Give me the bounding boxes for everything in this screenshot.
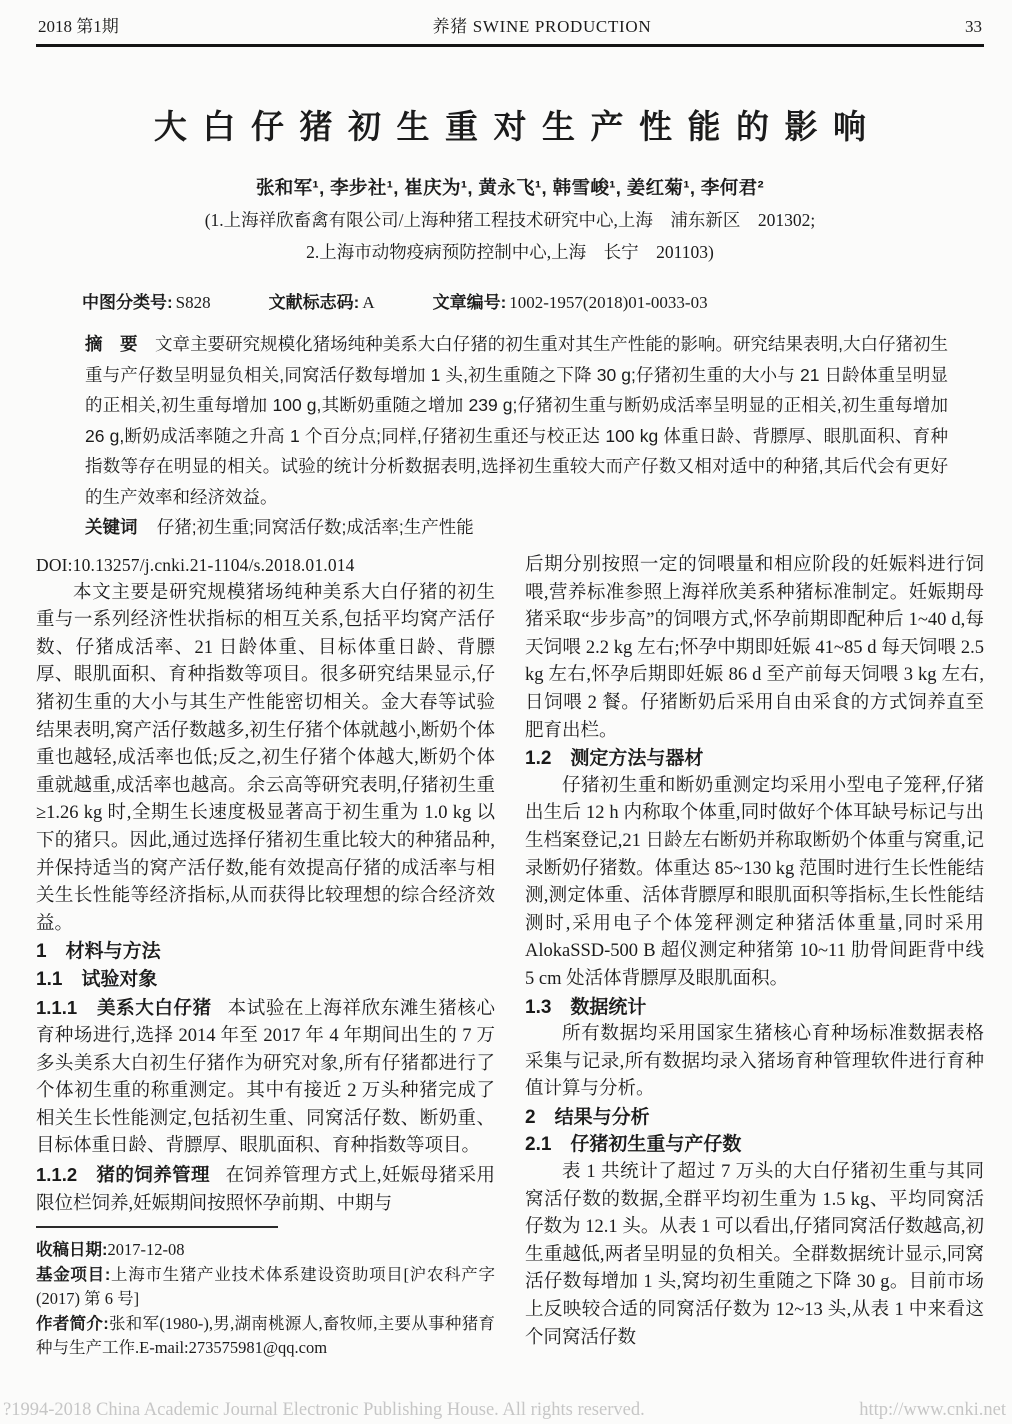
affiliation-line-1: (1.上海祥欣畜禽有限公司/上海种猪工程技术研究中心,上海 浦东新区 201302; bbox=[204, 210, 816, 230]
meta-row bbox=[82, 288, 984, 313]
footnote-divider bbox=[36, 1226, 278, 1228]
doc-code-value: A bbox=[362, 293, 375, 312]
footnote-funding bbox=[36, 1263, 495, 1312]
paragraph-1-2: 仔猪初生重和断奶重测定均采用小型电子笼秤,仔猪出生后 12 h 内称取个体重,同时做好个体耳缺号标记与出生档案登记,21 日龄左右断奶并称取断奶个体重与窝重,记录断奶仔猪数。体重达 85~130 kg 范围时进行生长性能结测,测定体重、活体背膘厚和眼肌面积等指标,生长性能结测时,采用电子个体笼秤测定种猪活体重量,同时采用 AlokaSSD-500 B 超仪测定种猪第 10~11 肋骨间距背中线 5 cm 处活体背膘厚及眼肌面积。 bbox=[525, 775, 984, 989]
paragraph-1-3: 所有数据均采用国家生猪核心育种场标准数据表格采集与记录,所有数据均录入猪场育种管理软件进行育种值计算与分析。 bbox=[525, 1024, 984, 1100]
journal-name: 养猪 SWINE PRODUCTION bbox=[432, 17, 652, 36]
left-column bbox=[36, 552, 495, 1361]
authors-line: 张和军¹, 李步社¹, 崔庆为¹, 黄永飞¹, 韩雪峻¹, 姜红菊¹, 李何君² bbox=[255, 177, 765, 198]
article-title: 大白仔猪初生重对生产性能的影响 bbox=[153, 110, 882, 146]
runin-heading-1-1-2: 1.1.2 猪的饲养管理 bbox=[36, 1164, 210, 1186]
subsection-heading-1-2: 1.2 测定方法与器材 bbox=[525, 748, 704, 770]
cnki-watermark bbox=[3, 1400, 1006, 1421]
article-id-pair bbox=[433, 288, 708, 313]
abstract-paragraph bbox=[85, 329, 948, 512]
section-heading-2: 2 结果与分析 bbox=[525, 1106, 650, 1128]
issue-label: 2018 第1期 bbox=[38, 17, 119, 36]
article-id-value: 1002-1957(2018)01-0033-03 bbox=[509, 293, 708, 312]
clc-pair bbox=[82, 288, 211, 313]
author-bio-label: 作者简介: bbox=[36, 1314, 109, 1333]
section-heading-1: 1 材料与方法 bbox=[36, 941, 161, 963]
paragraph-1-1-2 bbox=[36, 1161, 495, 1218]
doc-code-pair bbox=[269, 288, 375, 313]
author-bio-value: 张和军(1980-),男,湖南桃源人,畜牧师,主要从事种猪育种与生产工作.E-mail:273575981@qq.com bbox=[36, 1313, 495, 1358]
page-number: 33 bbox=[965, 17, 982, 36]
doi-line: DOI:10.13257/j.cnki.21-1104/s.2018.01.014 bbox=[36, 555, 355, 575]
abstract-label: 摘 要 bbox=[85, 334, 138, 354]
header-rule bbox=[36, 44, 984, 47]
running-header bbox=[36, 10, 984, 37]
funding-value: 上海市生猪产业技术体系建设资助项目[沪农科产字(2017) 第 6 号] bbox=[36, 1264, 495, 1309]
clc-value: S828 bbox=[175, 293, 211, 312]
article-id-label: 文章编号: bbox=[432, 293, 507, 312]
footnote-author-bio bbox=[36, 1312, 495, 1361]
abstract-text: 文章主要研究规模化猪场纯种美系大白仔猪的初生重对其生产性能的影响。研究结果表明,大白仔猪初生重与产仔数呈明显负相关,同窝活仔数每增加 1 头,初生重随之下降 30 g;仔猪初生重的大小与 21 日龄体重呈明显的正相关,初生重每增加 100 g,其断奶重随之增加 239 g;仔猪初生重与断奶成活率呈明显的正相关,初生重每增加 26 g,断奶成活率随之升高 1 个百分点;同样,仔猪初生重还与校正达 100 kg 体重日龄、背膘厚、眼肌面积、育种指数等存在明显的相关。试验的统计分析数据表明,选择初生重较大而产仔数又相对适中的种猪,其后代会有更好的生产效率和经济效益。 bbox=[85, 334, 949, 507]
subsection-heading-2-1: 2.1 仔猪初生重与产仔数 bbox=[525, 1134, 742, 1156]
paragraph-2-1: 表 1 共统计了超过 7 万头的大白仔猪初生重与其同窝活仔数的数据,全群平均初生重为 1.5 kg、平均同窝活仔数为 12.1 头。从表 1 可以看出,仔猪同窝活仔数越高,初生重越低,两者呈明显的负相关。全群数据统计显示,同窝活仔数每增加 1 头,窝均初生重随之下降 30 g。目前市场上反映较合适的同窝活仔数为 12~13 头,从表 1 中来看这个同窝活仔数 bbox=[525, 1162, 984, 1348]
doc-code-label: 文献标志码: bbox=[268, 293, 360, 312]
paragraph-1-1-2-text: 在饲养管理方式上,妊娠母猪采用限位栏饲养,妊娠期间按照怀孕前期、中期与 bbox=[36, 1166, 495, 1214]
paragraph-1-1-1-text: 本试验在上海祥欣东滩生猪核心育种场进行,选择 2014 年至 2017 年 4 年期间出生的 7 万多头美系大白初生仔猪作为研究对象,所有仔猪都进行了个体初生重的称重测定。其中有接近 2 万头种猪完成了相关生长性能测定,包括初生重、同窝活仔数、断奶重、目标体重日龄、背膘厚、眼肌面积、育种指数等项目。 bbox=[36, 998, 495, 1157]
received-date-label: 收稿日期: bbox=[36, 1241, 108, 1260]
watermark-copyright-text: ?1994-2018 China Academic Journal Electronic Publishing House. All rights reserved. bbox=[3, 1400, 645, 1420]
affiliation-line-2: 2.上海市动物疫病预防控制中心,上海 长宁 201103) bbox=[306, 242, 714, 262]
keywords-label: 关键词 bbox=[85, 517, 138, 537]
body-columns bbox=[36, 552, 984, 1361]
footnote-received bbox=[36, 1238, 495, 1263]
funding-label: 基金项目: bbox=[36, 1265, 111, 1284]
right-column bbox=[525, 552, 984, 1361]
subsection-heading-1-1: 1.1 试验对象 bbox=[36, 968, 158, 990]
intro-paragraph: 本文主要是研究规模猪场纯种美系大白仔猪的初生重与一系列经济性状指标的相互关系,包括平均窝产活仔数、仔猪成活率、21 日龄体重、目标体重日龄、背膘厚、眼肌面积、育种指数等项目。很多研究结果显示,仔猪初生重的大小与其生产性能密切相关。金大春等试验结果表明,窝产活仔数越多,初生仔猪个体就越小,断奶个体重也越轻,成活率也低;反之,初生仔猪个体越大,断奶个体重就越重,成活率也越高。余云高等研究表明,仔猪初生重≥1.26 kg 时,全期生长速度极显著高于初生重为 1.0 kg 以下的猪只。因此,通过选择仔猪初生重比较大的种猪品种,并保持适当的窝产活仔数,能有效提高仔猪的成活率与相关生长性能等经济指标,从而获得比较理想的综合经济效益。 bbox=[36, 582, 495, 934]
runin-heading-1-1-1: 1.1.1 美系大白仔猪 bbox=[36, 996, 212, 1018]
feeding-continuation-paragraph: 后期分别按照一定的饲喂量和相应阶段的妊娠料进行饲喂,营养标准参照上海祥欣美系种猪标准制定。妊娠期母猪采取“步步高”的饲喂方式,怀孕前期即配种后 1~40 d,每天饲喂 2.2 kg 左右;怀孕中期即妊娠 41~85 d 每天饲喂 2.5 kg 左右,怀孕后期即妊娠 86 d 至产前每天饲喂 3 kg 左右,日饲喂 2 餐。仔猪断奶后采用自由采食的方式饲养直至肥育出栏。 bbox=[525, 555, 984, 741]
keywords-text: 仔猪;初生重;同窝活仔数;成活率;生产性能 bbox=[156, 517, 474, 537]
clc-label: 中图分类号: bbox=[82, 293, 173, 312]
watermark-url: http://www.cnki.net bbox=[859, 1400, 1006, 1420]
keywords-paragraph bbox=[85, 512, 948, 543]
paragraph-1-1-1 bbox=[36, 994, 495, 1162]
received-date-value: 2017-12-08 bbox=[107, 1240, 185, 1260]
subsection-heading-1-3: 1.3 数据统计 bbox=[525, 996, 647, 1018]
footnote-block bbox=[36, 1226, 495, 1361]
